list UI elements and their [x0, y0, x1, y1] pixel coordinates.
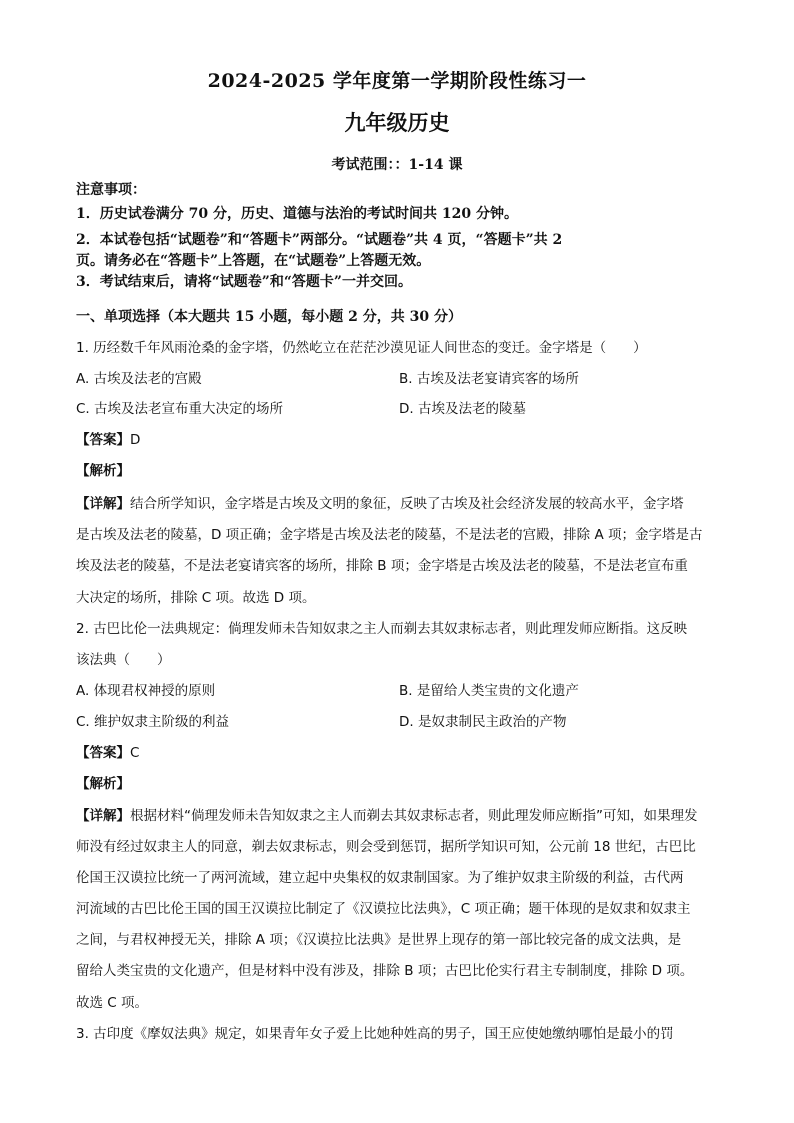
detail-line: 埃及法老的陵墓，不是法老宴请宾客的场所，排除 B 项；金字塔是古埃及法老的陵墓，不是法老宣布重: [76, 558, 688, 574]
answer-label: [76, 743, 139, 763]
analysis-label: 【解析】: [76, 463, 130, 479]
detail-line: 师没有经过奴隶主人的同意，剃去奴隶标志，则会受到惩罚，据所学知识可知，公元前 18 世纪，古巴比: [76, 839, 696, 855]
analysis-label: 【解析】: [76, 776, 130, 792]
notice-item: 页。请务必在“答题卡”上答题，在“试题卷”上答题无效。: [76, 253, 431, 269]
detail-line: 之间，与君权神授无关，排除 A 项；《汉谟拉比法典》是世界上现存的第一部比较完备的成文法典，是: [76, 932, 682, 948]
notice-heading: 注意事项：: [76, 182, 146, 198]
option-d: D. 是奴隶制民主政治的产物: [399, 714, 567, 730]
detail-text: 结合所学知识，金字塔是古埃及文明的象征，反映了古埃及社会经济发展的较高水平，金字塔: [130, 496, 684, 512]
option-a: A. 古埃及法老的宫殿: [76, 371, 202, 387]
question-stem: 3. 古印度《摩奴法典》规定，如果青年女子爱上比她种姓高的男子，国王应使她缴纳哪怕是最小的罚: [76, 1026, 674, 1042]
subject-title: 九年级历史: [344, 110, 450, 135]
answer-value: D: [130, 432, 141, 448]
detail-line: [76, 494, 724, 514]
notice-item: 2．本试卷包括“试题卷”和“答题卡”两部分。“试题卷”共 4 页，“答题卡”共 2: [76, 232, 563, 248]
detail-text: 根据材料“倘理发师未告知奴隶之主人而剃去其奴隶标志者，则此理发师应断指”可知，如果理发: [130, 808, 698, 824]
detail-line: 留给人类宝贵的文化遗产，但是材料中没有涉及，排除 B 项；古巴比伦实行君主专制制度，排除 D 项。: [76, 963, 694, 979]
detail-tag: 【详解】: [76, 808, 130, 824]
option-c: C. 维护奴隶主阶级的利益: [76, 714, 230, 730]
option-d: D. 古埃及法老的陵墓: [399, 401, 526, 417]
detail-line: 是古埃及法老的陵墓，D 项正确；金字塔是古埃及法老的陵墓，不是法老的宫殿，排除 A 项；金字塔是古: [76, 527, 703, 543]
detail-line: [76, 806, 724, 826]
answer-tag: 【答案】: [76, 745, 130, 761]
question-stem: 该法典（ ）: [76, 652, 171, 668]
answer-label: [76, 430, 140, 450]
detail-tag: 【详解】: [76, 496, 130, 512]
answer-tag: 【答案】: [76, 432, 130, 448]
detail-line: 伦国王汉谟拉比统一了两河流域，建立起中央集权的奴隶制国家。为了维护奴隶主阶级的利益，古代两: [76, 870, 684, 886]
detail-line: 河流域的古巴比伦王国的国王汉谟拉比制定了《汉谟拉比法典》，C 项正确；题干体现的是奴隶和奴隶主: [76, 901, 691, 917]
question-stem: 1. 历经数千年风雨沧桑的金字塔，仍然屹立在茫茫沙漠见证人间世态的变迁。金字塔是（ ）: [76, 340, 647, 356]
option-b: B. 是留给人类宝贵的文化遗产: [399, 683, 579, 699]
answer-value: C: [130, 745, 140, 761]
notice-item: 3．考试结束后，请将“试题卷”和“答题卡”一并交回。: [76, 274, 412, 290]
option-c: C. 古埃及法老宣布重大决定的场所: [76, 401, 284, 417]
detail-line: 故选 C 项。: [76, 995, 149, 1011]
option-a: A. 体现君权神授的原则: [76, 683, 216, 699]
detail-line: 大决定的场所，排除 C 项。故选 D 项。: [76, 590, 316, 606]
exam-scope: 考试范围：：1-14 课: [331, 157, 463, 173]
section-heading: 一、单项选择（本大题共 15 小题，每小题 2 分，共 30 分）: [76, 309, 462, 325]
notice-item: 1．历史试卷满分 70 分，历史、道德与法治的考试时间共 120 分钟。: [76, 206, 518, 222]
question-stem: 2. 古巴比伦一法典规定：倘理发师未告知奴隶之主人而剃去其奴隶标志者，则此理发师应断指。这反映: [76, 621, 688, 637]
option-b: B. 古埃及法老宴请宾客的场所: [399, 371, 579, 387]
exam-title: 2024-2025 学年度第一学期阶段性练习一: [207, 70, 587, 92]
